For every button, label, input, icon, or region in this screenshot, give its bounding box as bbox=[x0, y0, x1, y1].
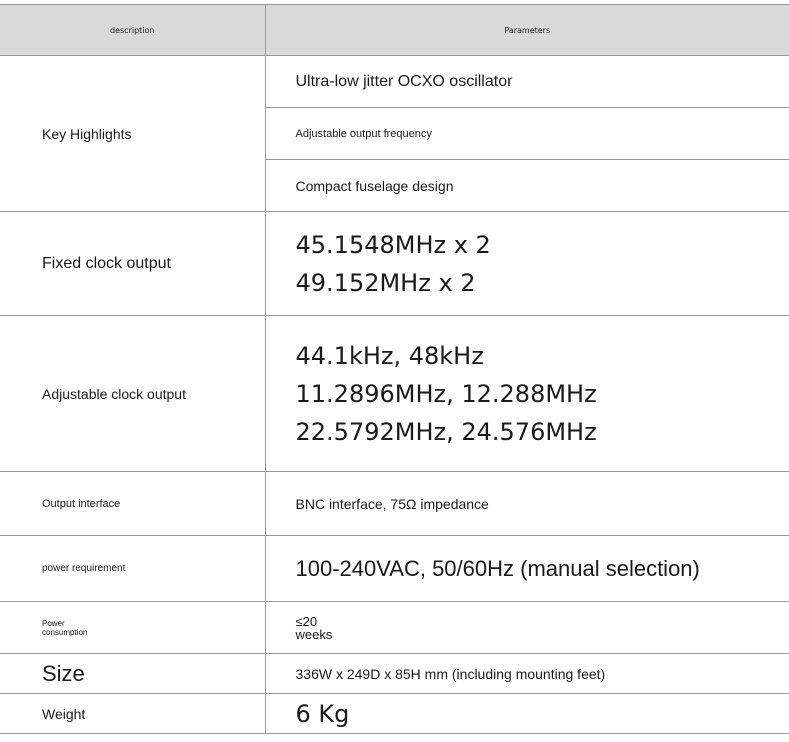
row-label-key-highlights: Key Highlights bbox=[0, 56, 265, 212]
table-row bbox=[0, 56, 789, 108]
output-interface-value: BNC interface, 75Ω impedance bbox=[265, 472, 789, 536]
table-header-row bbox=[0, 5, 789, 56]
adjustable-clock-line: 44.1kHz, 48kHz bbox=[295, 341, 484, 370]
row-label-power-consumption bbox=[0, 602, 265, 654]
adjustable-clock-line: 11.2896MHz, 12.288MHz bbox=[295, 379, 597, 408]
power-requirement-value: 100-240VAC, 50/60Hz (manual selection) bbox=[265, 536, 789, 602]
power-consumption-label-line: consumption bbox=[42, 627, 88, 637]
header-description: description bbox=[0, 5, 265, 56]
table-row bbox=[0, 602, 789, 654]
power-consumption-value bbox=[265, 602, 789, 654]
header-parameters: Parameters bbox=[265, 5, 789, 56]
row-label-output-interface: Output interface bbox=[0, 472, 265, 536]
size-value: 336W x 249D x 85H mm (including mounting feet) bbox=[265, 654, 789, 694]
highlight-item: Compact fuselage design bbox=[265, 160, 789, 212]
row-label-adjustable-clock: Adjustable clock output bbox=[0, 316, 265, 472]
fixed-clock-line: 45.1548MHz x 2 bbox=[295, 230, 491, 259]
fixed-clock-line: 49.152MHz x 2 bbox=[295, 268, 476, 297]
adjustable-clock-line: 22.5792MHz, 24.576MHz bbox=[295, 417, 597, 446]
highlight-item: Adjustable output frequency bbox=[265, 108, 789, 160]
table-row bbox=[0, 536, 789, 602]
weight-value: 6 Kg bbox=[265, 694, 789, 734]
adjustable-clock-values bbox=[265, 316, 789, 472]
table-row bbox=[0, 472, 789, 536]
spec-table bbox=[0, 4, 789, 734]
fixed-clock-values bbox=[265, 212, 789, 316]
power-consumption-value-line: ≤20 bbox=[295, 613, 318, 629]
row-label-power-requirement: power requirement bbox=[0, 536, 265, 602]
highlight-item: Ultra-low jitter OCXO oscillator bbox=[265, 56, 789, 108]
power-consumption-label-line: Power bbox=[42, 618, 65, 628]
table-row bbox=[0, 316, 789, 472]
power-consumption-value-line: weeks bbox=[295, 626, 333, 642]
table-row bbox=[0, 694, 789, 734]
table-row bbox=[0, 654, 789, 694]
row-label-size: Size bbox=[0, 654, 265, 694]
row-label-fixed-clock: Fixed clock output bbox=[0, 212, 265, 316]
table-row bbox=[0, 212, 789, 316]
row-label-weight: Weight bbox=[0, 694, 265, 734]
